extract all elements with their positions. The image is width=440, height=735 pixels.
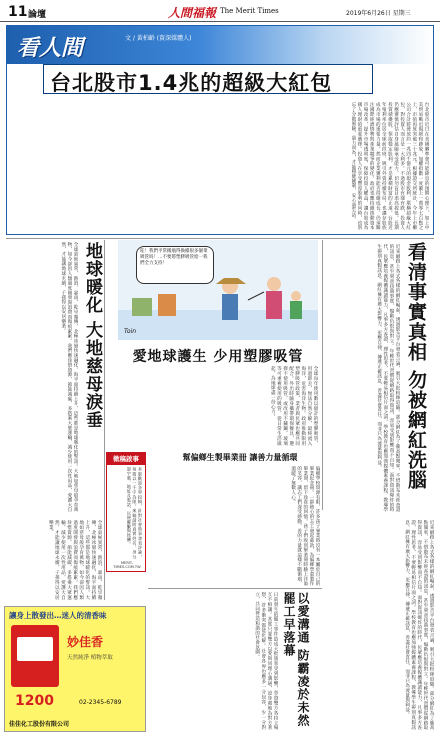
article-right-body: 近來網路上各式各樣的網紅崛起，透過影音平台發表言論，吸引大批粉絲追隨。部分網紅為了衝高點閱率，不惜散布未經查證的訊息，甚至刻意扭曲事實，煽動仇恨與對立。年輕世代習慣從網路取得資訊，容易受到影響而不自知。面對資訊爆炸的時代，民眾應培養媒體識讀能力，凡事多方查證，理性思考，不要輕易相信片面之詞。學校教育也應加強媒體素養課程，教導學生辨別真假訊息。網紅擁有廣大影響力，更應自律，傳遞正確訊息，善盡社會責任，而非只為流量與利益。: [376, 244, 400, 512]
headline-text: 台北股市1.4兆的超級大紅包: [50, 71, 333, 95]
notice-title: 徵稿啟事: [107, 453, 145, 465]
banner-headline: [43, 64, 373, 94]
article-right-title: 看清事實真相 勿被網紅洗腦: [405, 242, 427, 490]
section-name: 論壇: [28, 10, 47, 20]
ad-headline: 讓身上散發出…迷人的清香味: [9, 611, 107, 620]
column-name: 看人間: [17, 35, 84, 61]
banner-title-bar: [7, 26, 433, 64]
divider: [322, 240, 323, 510]
byline: 文 / 黃柏齡 (資深媒體人): [125, 35, 192, 42]
article-small-body: 偏鄉學校資源有限，許多孩子畢業時沒有一本屬於自己的畢業紀念冊。一群熱心的志工發起募款，為偏鄉學童製作畢業冊，留下珍貴的回憶。孩子們收到畢業冊時臉上洋溢的笑容，讓志工們深受感動。善的力量就這樣不斷循環，溫暖了無數人心。: [290, 466, 320, 586]
divider: [104, 240, 105, 600]
masthead-english: The Merit Times: [220, 7, 279, 15]
speech-bubble: 哇！我們平常搬瓶得換檯很多個菜吸管吗！…不要將塑膠吸管給一我們全力支持！: [136, 246, 214, 284]
page-number: 11: [8, 4, 28, 20]
article-small-title: 幫偏鄉生製畢業冊 讓善力量循環: [182, 453, 298, 462]
article-left-title: 地球暖化 大地慈母淚垂: [82, 242, 102, 429]
column-bottom-right-body: 近來網路上各式各樣的網紅崛起，透過影音平台發表言論，吸引大批粉絲追隨。部分網紅為了衝高點閱率，不惜散布未經查證的訊息，甚至刻意扭曲事實，煽動仇恨與對立。年輕世代習慣從網路取得資訊，容易受到影響而不自知。面對資訊爆炸的時代，民眾應培養媒體識讀能力，凡事多方查證，理性思考，不要輕易相信片面之詞。學校教育也應加強媒體素養課程，教導學生辨別真假訊息。網紅擁有廣大影響力，更應自律，傳遞正確訊息，善盡社會責任，而非只為流量與利益。: [404, 520, 434, 730]
advertisement[interactable]: [4, 606, 146, 732]
article-bottom-title: 以愛溝通 防霸凌於未然 罷工早落幕: [282, 592, 310, 728]
cartoon-illustration: [118, 240, 318, 340]
ad-company: 佳佳化工股份有限公司: [9, 721, 70, 728]
notice-email: MERIT-TIMES.COM.TW: [113, 561, 141, 569]
article-cartoon-title: 愛地球護生 少用塑膠吸管: [132, 349, 304, 365]
ad-phone: 02-2345-6789: [79, 699, 122, 706]
page-header: [0, 0, 440, 22]
ad-product-box: [11, 625, 59, 687]
column-left-lower-body: 全球氣候異常，熱浪、暴雨、乾旱頻傳，北極冰層快速融化，海平面持續上升，這些都是地球暖化的警訊。大地如慈母般孕育萬物，如今卻因人類過度開發與浪費而傷痕累累。我們應珍惜資源，節能減碳，多搭乘大眾運輸，減少使用一次性用品，愛護大自然，才能讓地球永續，子孫得以安居樂業。: [48, 520, 102, 600]
article-cartoon-body: 全球每年使用數以億計的塑膠吸管，用過即丟，無法自然分解，最終流入海洋，危害海洋生物。政府推動限用塑膠吸管政策，業者與民眾也應共同配合。外出時隨身攜帶環保餐具，選擇不使用吸管，或改用不鏽鋼、玻璃等可重複使用的吸管，從日常生活做起，為地球盡一份心力。: [270, 366, 318, 446]
ad-price: 1200: [15, 693, 54, 709]
issue-date: 2019年6月26日 星期三: [346, 10, 411, 17]
banner-body-text: 台北股市近日在美國聯準會可能降息的預期心理下，加上中美貿易戰出現緩和跡象，加權指數一度衝上一萬零七百點之上，市值再度突破三十兆元。根據證交所統計，今年上市櫃公司合計將發放約一兆四千億元的現金股利，堪稱超級大紅包，對投資人而言是一大利多。不過股市有漲有跌，投資人仍應審慎評估自身風險承受能力，切勿盲目追高殺低。長期投資績優股，領取穩定股利，才是累積財富的正道。台股近年殖利率位居全球前段班，吸引外資持續布局，也讓存股族成為市場的重要力量。然而企業獲利能否持續成長，仍須關注國際經濟情勢與產業競爭的變化。政府也應持續推動資本市場改革，提升市場透明度，保障投資人權益，讓台股成為國人理財的重要選擇。投資人在享受豐厚股利的同時，也別忘了分散風險，量力而為，才能穩健獲利，安心過生活。: [350, 102, 429, 230]
ad-tagline: 天然純淨 植物萃取: [67, 655, 113, 661]
notice-box: [106, 452, 146, 572]
article-left-body: 全球氣候異常，熱浪、暴雨、乾旱頻傳，北極冰層快速融化，海平面持續上升，這些都是地球暖化的警訊。大地如慈母般孕育萬物，如今卻因人類過度開發與浪費而傷痕累累。我們應珍惜資源，節能減碳，多搭乘大眾運輸，減少使用一次性用品，愛護大自然，才能讓地球永續，子孫得以安居樂業。: [60, 242, 78, 512]
divider: [6, 238, 434, 239]
ad-product-name: 妙佳香: [67, 635, 104, 649]
divider: [148, 588, 322, 589]
notice-body: 本版歡迎各界投稿，針對社會時事發表評論，每篇以一千字為限。來稿請附真實姓名、身分證字號、地址及電話，以便聯繫與致酬。: [126, 467, 143, 559]
cartoonist-signature: Toin: [124, 328, 137, 335]
masthead-chinese: 人間福報: [168, 6, 217, 20]
ad-product-label: [17, 637, 53, 661]
banner-section: [6, 25, 434, 235]
article-bottom-body: 日前發生的罷工事件造成大批旅客受到影響，勞資雙方各持立場互不相讓。其實只要雙方以愛與同理心溝通，設身處地為對方著想，許多衝突都能化解。社會各界也應多一分包容，少一分對立，共同營造和諧的社會氛圍。: [254, 592, 278, 730]
